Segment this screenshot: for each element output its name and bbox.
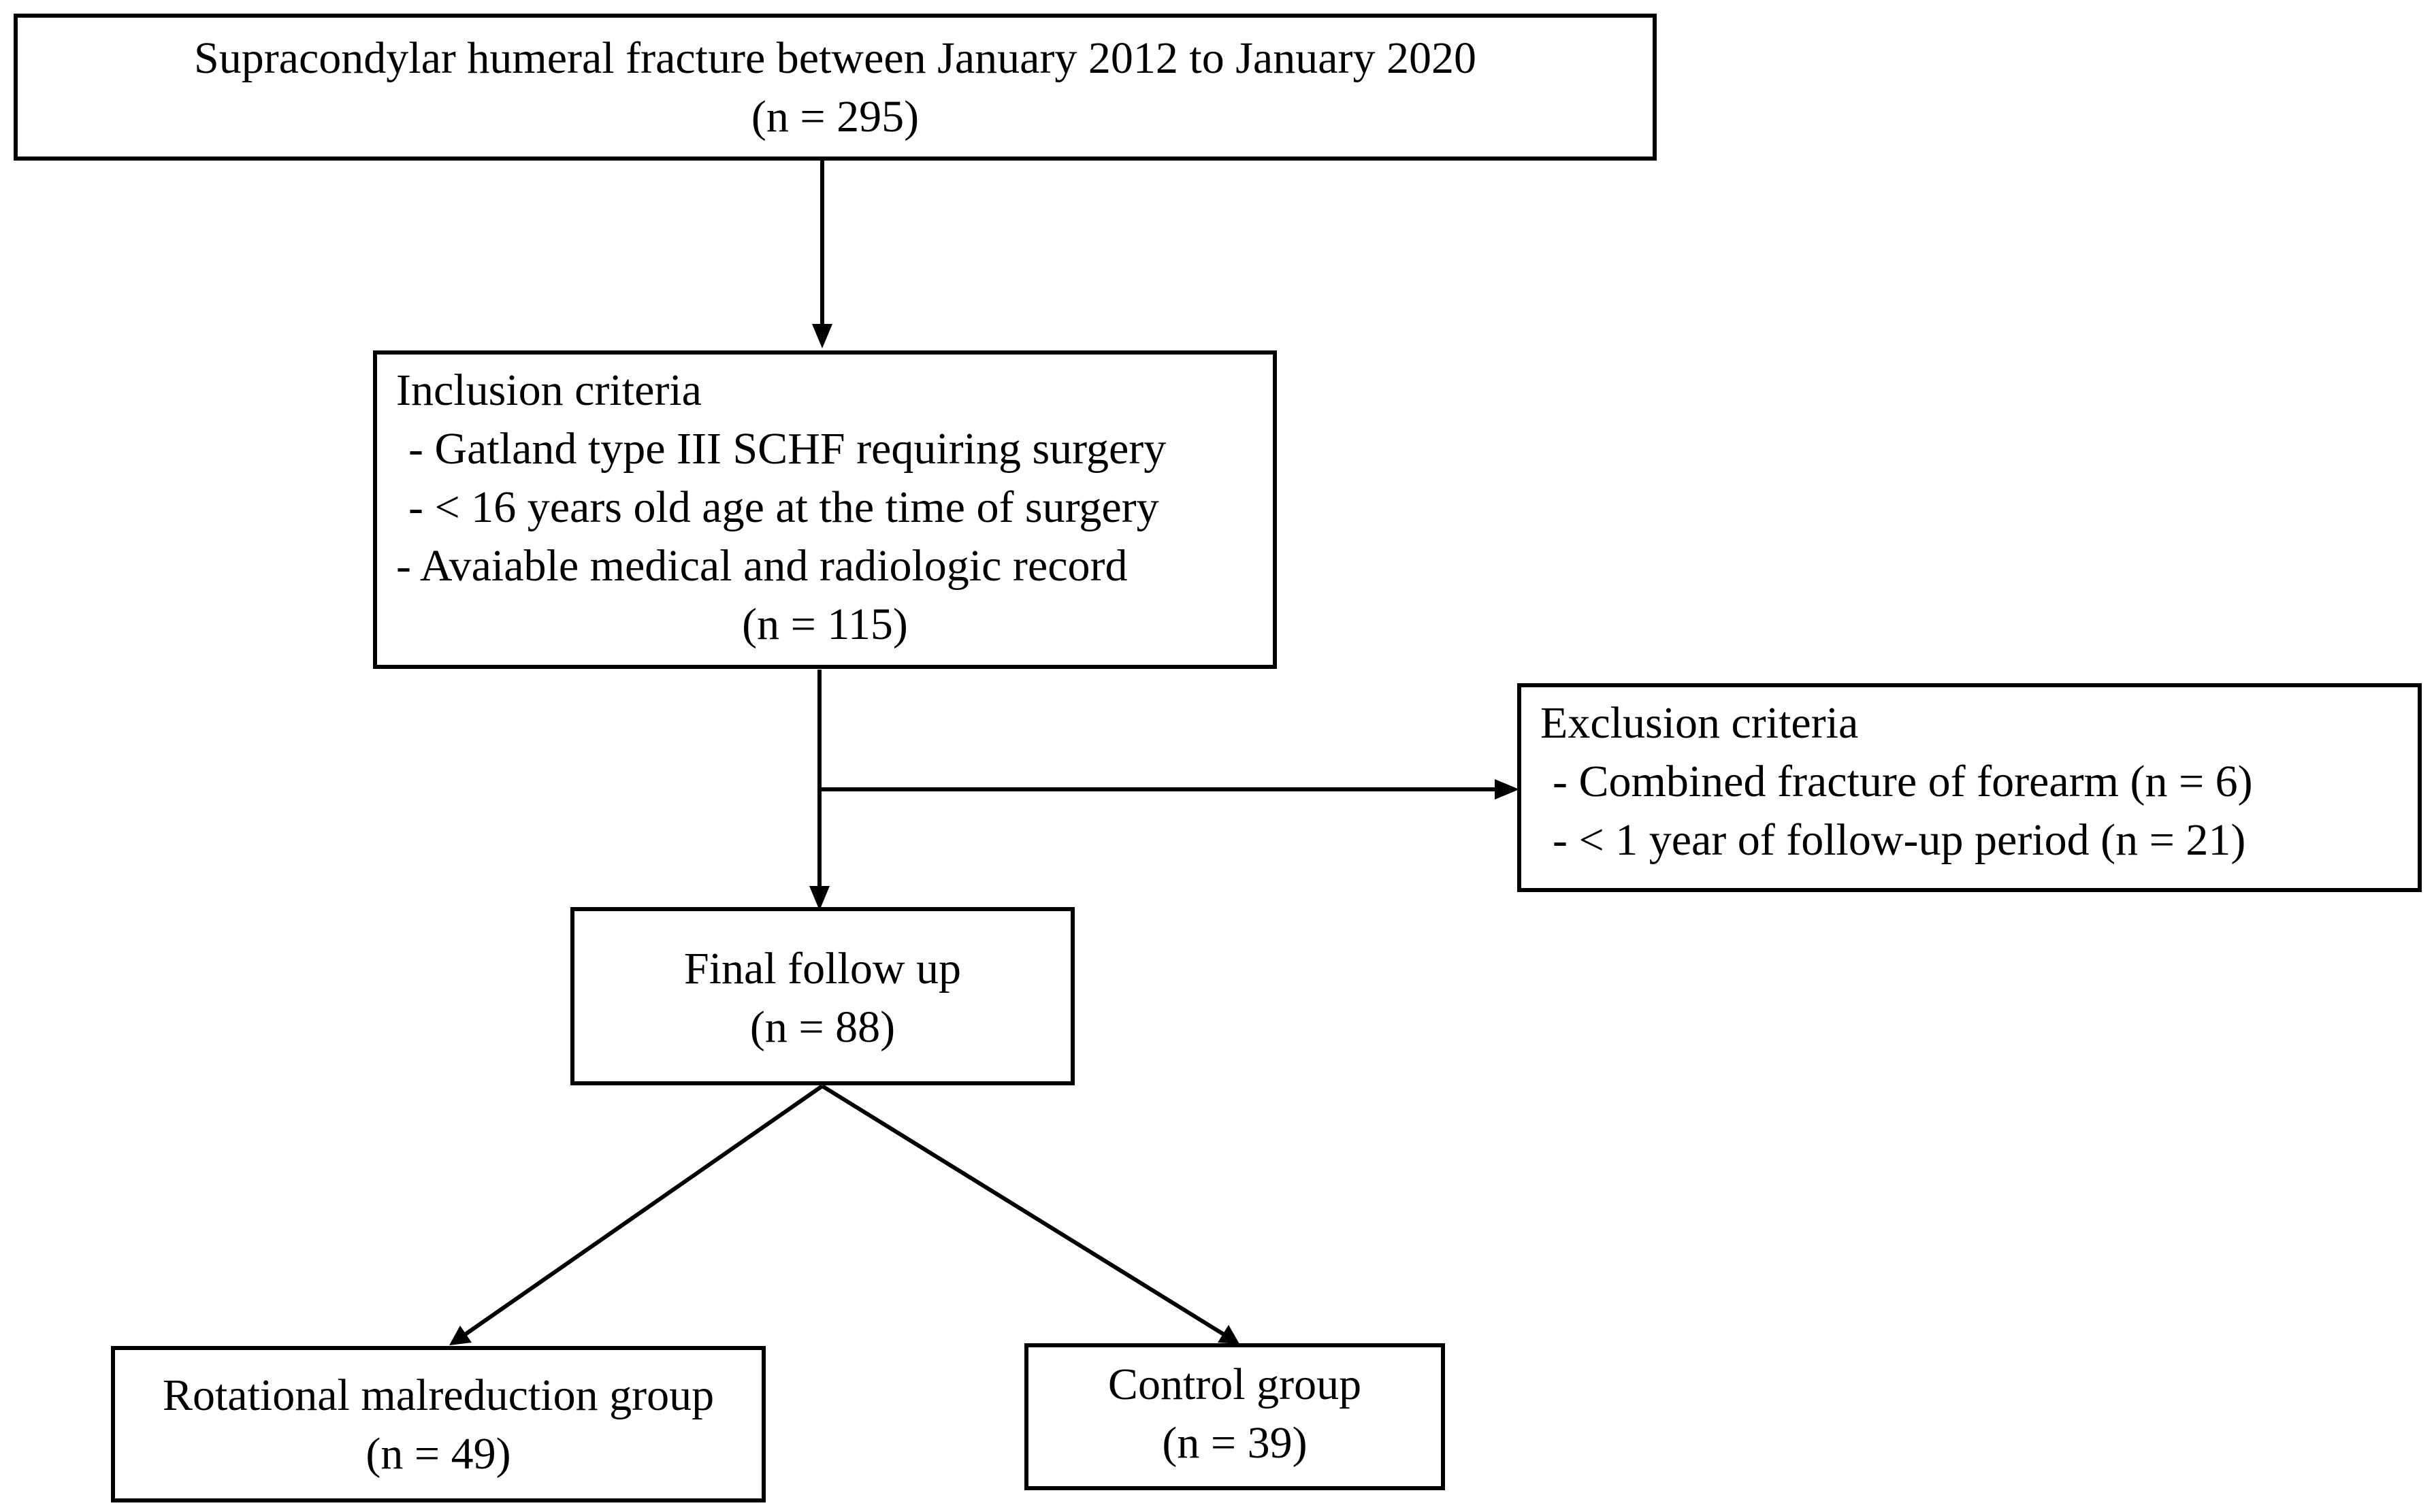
source-count: (n = 295)	[751, 92, 920, 142]
arrowhead-rotational	[449, 1326, 472, 1345]
box-rotational-malreduction	[111, 1346, 766, 1502]
source-title: Supracondylar humeral fracture between January 2012 to January 2020	[194, 33, 1476, 83]
inclusion-count: (n = 115)	[742, 599, 908, 649]
exclusion-item: - < 1 year of follow-up period (n = 21)	[1553, 815, 2246, 865]
box-source	[14, 14, 1657, 161]
inclusion-item: - Gatland type III SCHF requiring surgery	[408, 424, 1167, 474]
rotational-title: Rotational malreduction group	[162, 1370, 715, 1420]
arrow-final-to-control	[822, 1086, 1224, 1334]
final-count: (n = 88)	[749, 1002, 896, 1052]
exclusion-title: Exclusion criteria	[1540, 698, 1859, 748]
final-title: Final follow up	[684, 944, 961, 993]
arrowhead-exclusion	[1495, 779, 1519, 800]
exclusion-item: - Combined fracture of forearm (n = 6)	[1553, 757, 2253, 806]
box-control-group	[1024, 1343, 1445, 1490]
arrow-final-to-rotational	[464, 1086, 822, 1335]
box-inclusion	[373, 350, 1277, 669]
rotational-count: (n = 49)	[366, 1429, 511, 1479]
arrowhead-inclusion	[812, 324, 832, 348]
box-final-follow-up	[570, 907, 1075, 1085]
inclusion-item: - < 16 years old age at the time of surgery	[408, 482, 1159, 532]
inclusion-title: Inclusion criteria	[396, 365, 702, 415]
inclusion-item: - Avaiable medical and radiologic record	[396, 541, 1128, 591]
control-title: Control group	[1107, 1360, 1362, 1409]
box-exclusion	[1517, 683, 2422, 892]
control-count: (n = 39)	[1162, 1418, 1308, 1468]
